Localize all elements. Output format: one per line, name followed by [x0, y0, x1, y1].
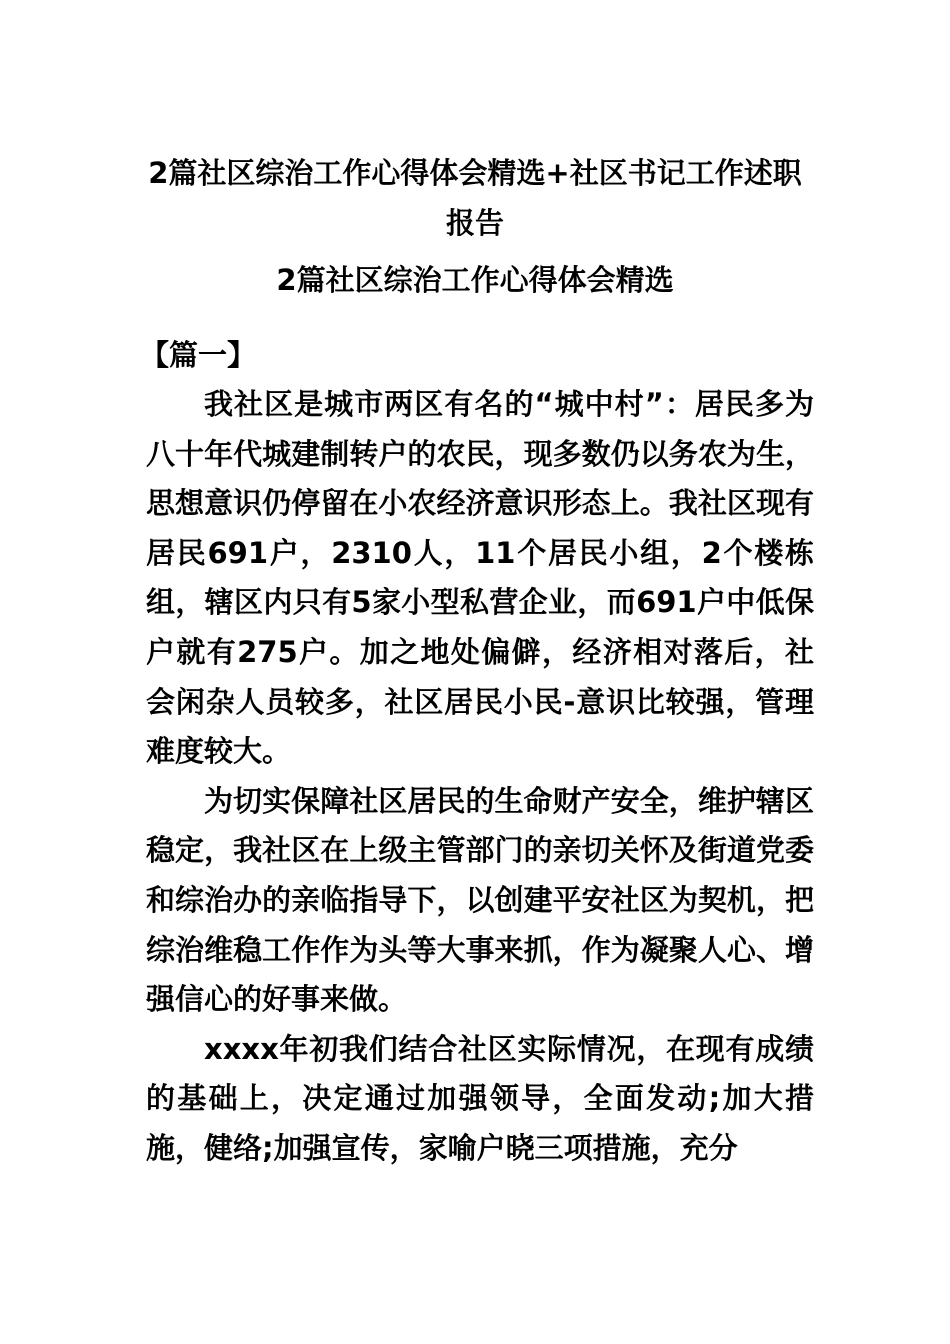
document-subtitle: 2篇社区综治工作心得体会精选 [276, 263, 674, 297]
document-title: 2篇社区综治工作心得体会精选+社区书记工作述职报告 [148, 156, 802, 240]
paragraph: 为切实保障社区居民的生命财产安全，维护辖区稳定，我社区在上级主管部门的亲切关怀及街道党委和综治办的亲临指导下，以创建平安社区为契机，把综治维稳工作作为头等大事来抓，作为凝聚人心、增强信心的好事来做。 [146, 783, 814, 1017]
paragraph: 我社区是城市两区有名的“城中村”：居民多为八十年代城建制转户的农民，现多数仍以务农为生，思想意识仍停留在小农经济意识形态上。我社区现有居民691户，2310人，11个居民小组，2个楼栋组，辖区内只有5家小型私营企业，而691户中低保户就有275户。加之地处偏僻，经济相对落后，社会闲杂人员较多，社区居民小民-意识比较强，管理难度较大。 [146, 387, 814, 769]
body-text [146, 380, 814, 1174]
section-heading: 【篇一】 [140, 338, 257, 372]
paragraph: xxxx年初我们结合社区实际情况，在现有成绩的基础上，决定通过加强领导，全面发动;加大措施，健络;加强宣传，家喻户晓三项措施，充分 [146, 1031, 814, 1165]
